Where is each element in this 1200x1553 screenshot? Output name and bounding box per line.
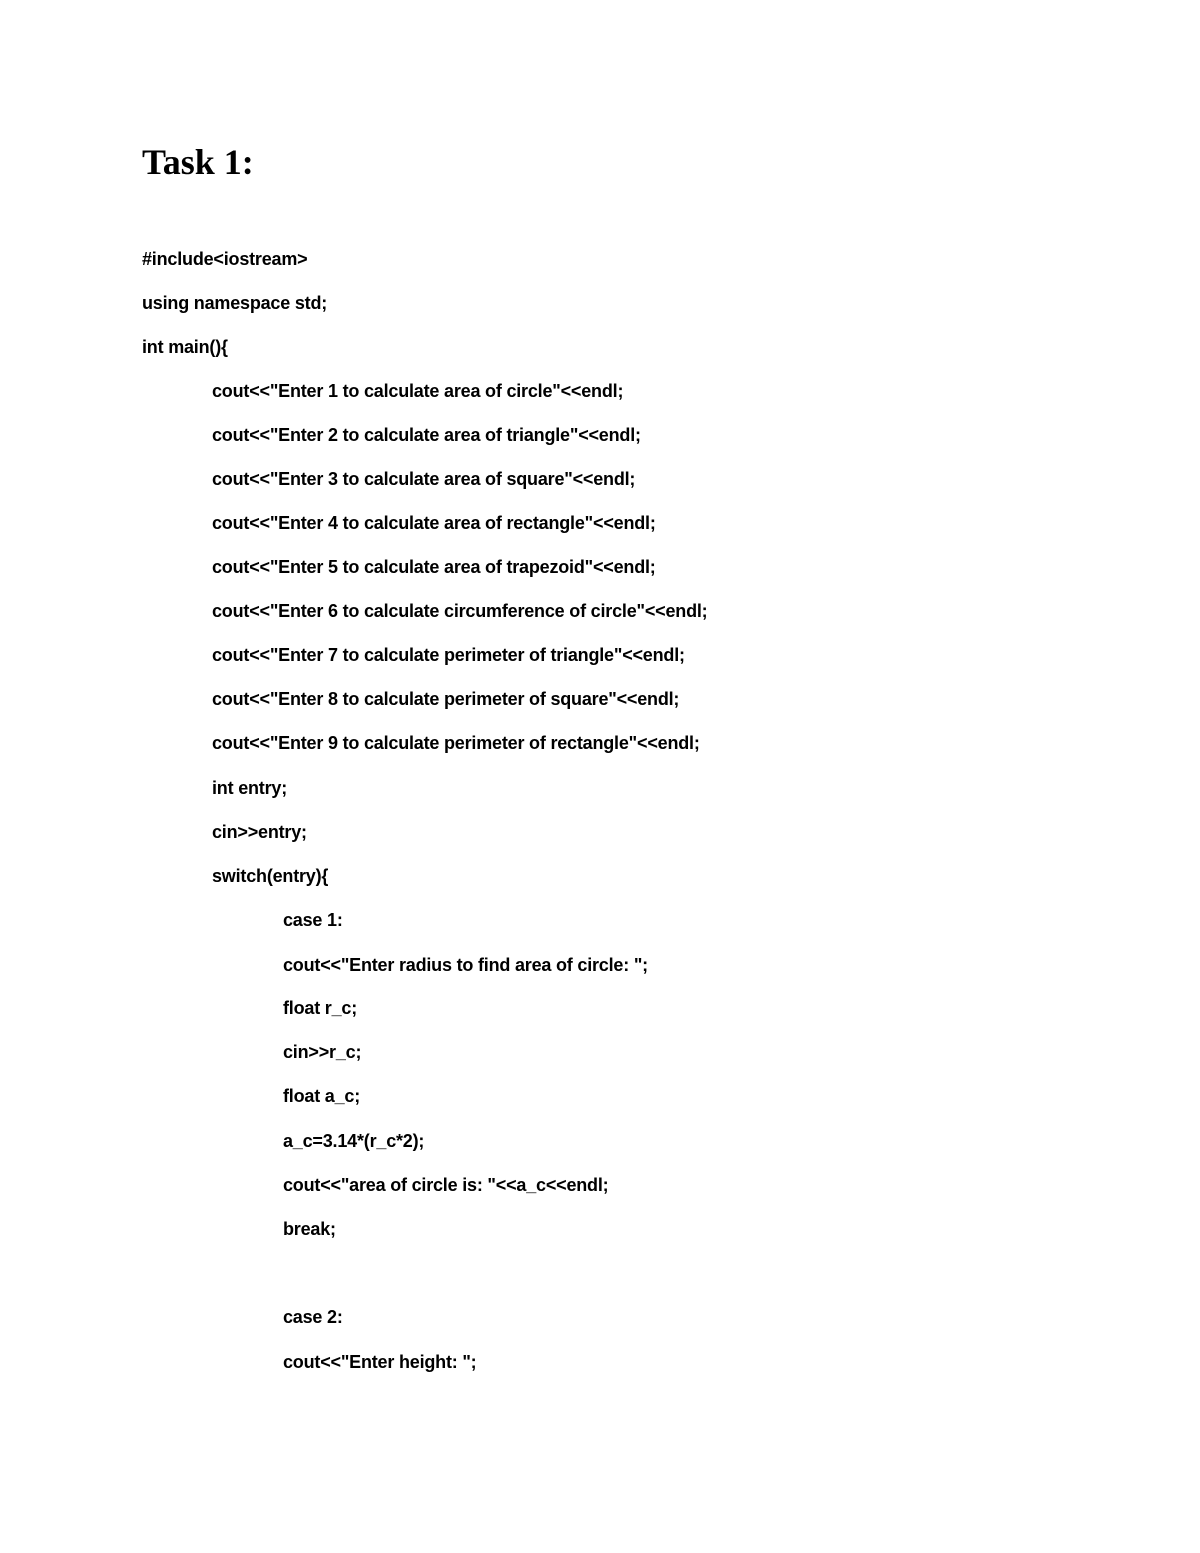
code-line: float a_c; — [283, 1086, 361, 1106]
code-line: int entry; — [212, 778, 288, 798]
code-line: cout<<"area of circle is: "<<a_c<<endl; — [283, 1175, 609, 1195]
code-line: float r_c; — [283, 998, 358, 1018]
code-line: a_c=3.14*(r_c*2); — [283, 1131, 425, 1151]
code-line: cout<<"Enter 2 to calculate area of triangle"<<endl; — [212, 425, 641, 445]
code-line: cout<<"Enter 5 to calculate area of trapezoid"<<endl; — [212, 557, 656, 577]
code-line: cout<<"Enter 6 to calculate circumference of circle"<<endl; — [212, 601, 708, 621]
code-line: cout<<"Enter height: "; — [283, 1352, 477, 1372]
code-line: cout<<"Enter 3 to calculate area of square"<<endl; — [212, 469, 636, 489]
code-line: case 1: — [283, 910, 343, 930]
code-line: #include<iostream> — [142, 249, 308, 269]
code-line: int main(){ — [142, 337, 228, 357]
code-line: cout<<"Enter 4 to calculate area of rectangle"<<endl; — [212, 513, 656, 533]
code-line: cout<<"Enter radius to find area of circle: "; — [283, 955, 648, 975]
code-line: cout<<"Enter 1 to calculate area of circle"<<endl; — [212, 381, 624, 401]
code-line: switch(entry){ — [212, 866, 329, 886]
code-line: cin>>r_c; — [283, 1042, 362, 1062]
page-title: Task 1: — [142, 142, 254, 182]
code-line: using namespace std; — [142, 293, 328, 313]
code-line: case 2: — [283, 1307, 343, 1327]
code-line: cout<<"Enter 9 to calculate perimeter of rectangle"<<endl; — [212, 733, 700, 753]
code-line: cout<<"Enter 8 to calculate perimeter of square"<<endl; — [212, 689, 680, 709]
code-line: cin>>entry; — [212, 822, 307, 842]
code-line: cout<<"Enter 7 to calculate perimeter of triangle"<<endl; — [212, 645, 685, 665]
code-line: break; — [283, 1219, 336, 1239]
